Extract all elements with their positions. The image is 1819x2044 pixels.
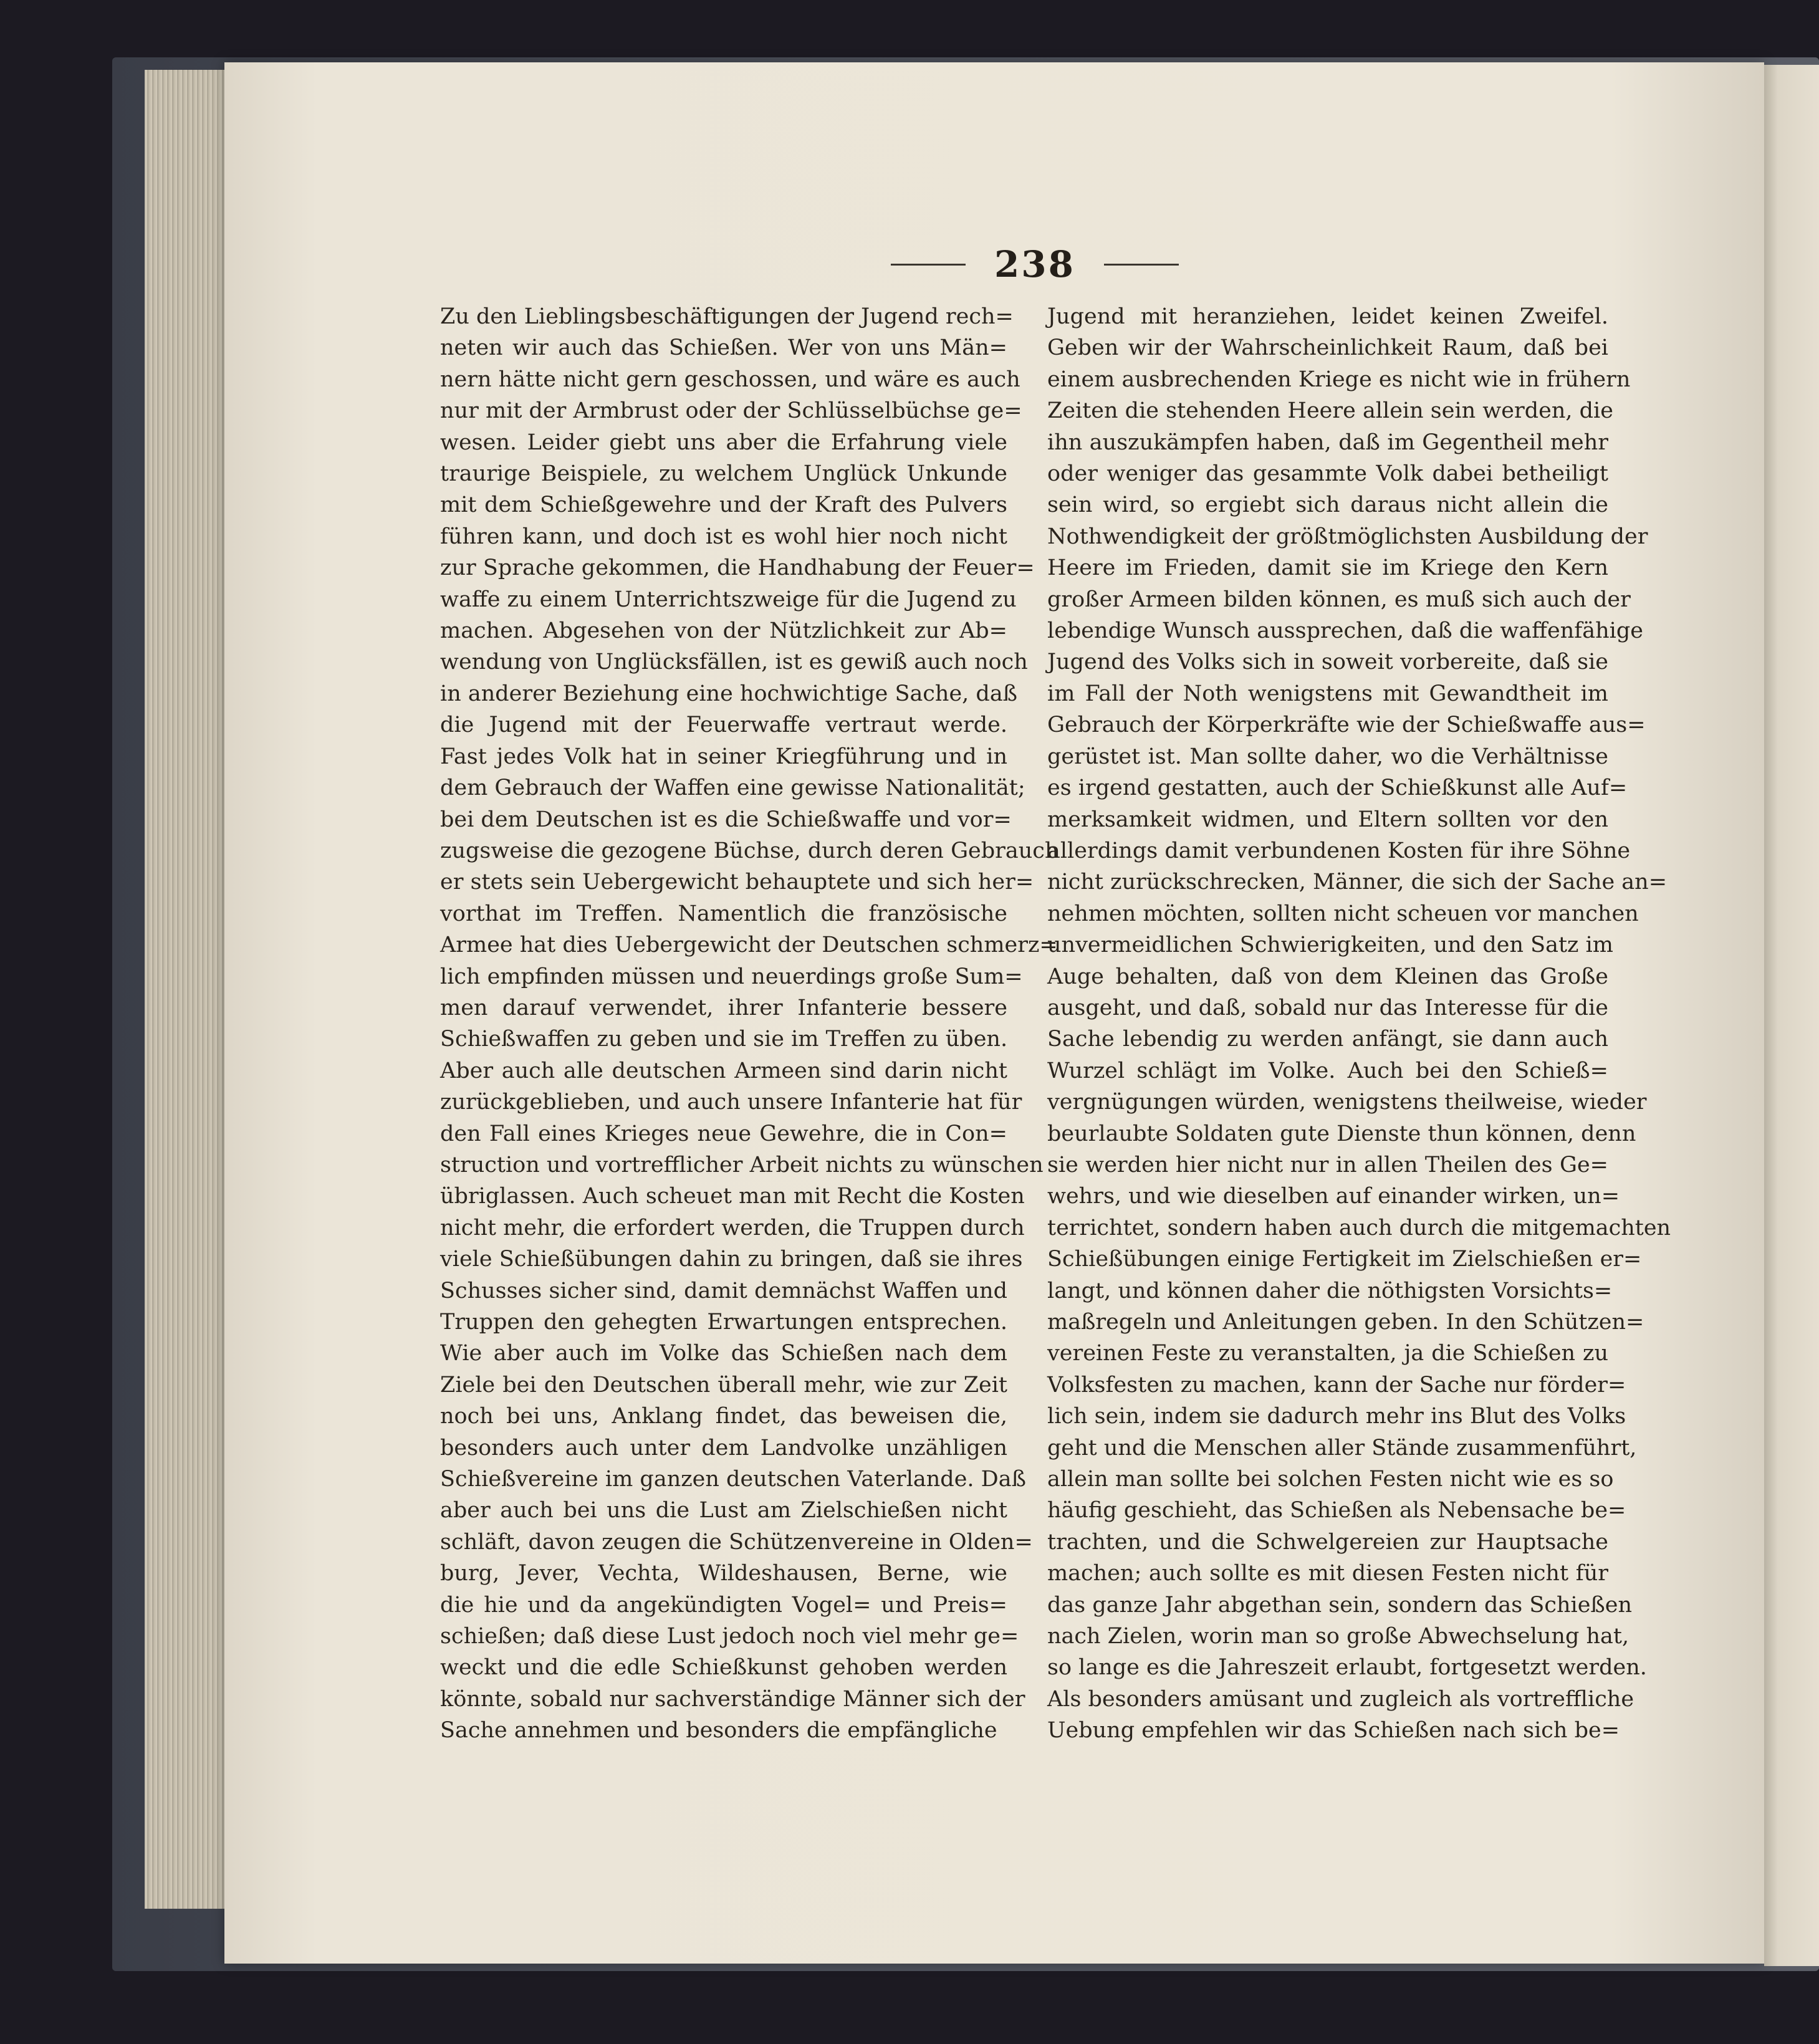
text-line: zurückgeblieben, und auch unsere Infanterie hat für xyxy=(440,1090,1022,1115)
text-line: gerüstet ist. Man sollte daher, wo die Verhältnisse xyxy=(1047,744,1608,769)
text-line: vereinen Feste zu veranstalten, ja die Schießen zu xyxy=(1047,1341,1608,1366)
text-line: sie werden hier nicht nur in allen Theilen des Ge= xyxy=(1047,1152,1608,1178)
text-line: noch bei uns, Anklang findet, das beweisen die, xyxy=(440,1404,1007,1429)
text-line: nicht zurückschrecken, Männer, die sich der Sache an= xyxy=(1047,870,1668,895)
text-line: Truppen den gehegten Erwartungen entsprechen. xyxy=(440,1310,1007,1335)
text-line: men darauf verwendet, ihrer Infanterie bessere xyxy=(440,995,1007,1020)
text-line: Armee hat dies Uebergewicht der Deutschen schmerz= xyxy=(440,933,1058,958)
left-text-column xyxy=(440,301,1059,1747)
text-line: es irgend gestatten, auch der Schießkunst alle Auf= xyxy=(1047,775,1628,801)
text-line: sein wird, so ergiebt sich daraus nicht allein die xyxy=(1047,492,1608,518)
text-line: vergnügungen würden, wenigstens theilweise, wieder xyxy=(1047,1090,1647,1115)
text-line: nach Zielen, worin man so große Abwechselung hat, xyxy=(1047,1624,1629,1649)
text-line: lebendige Wunsch aussprechen, daß die waffenfähige xyxy=(1047,618,1643,644)
text-line: machen. Abgesehen von der Nützlichkeit zur Ab= xyxy=(440,618,1007,644)
text-line: Geben wir der Wahrscheinlichkeit Raum, daß bei xyxy=(1047,335,1608,361)
text-line: Sache lebendig zu werden anfängt, sie dann auch xyxy=(1047,1027,1608,1052)
text-line: neten wir auch das Schießen. Wer von uns Män= xyxy=(440,335,1007,361)
text-line: zur Sprache gekommen, die Handhabung der Feuer= xyxy=(440,555,1035,581)
header-rule-right xyxy=(1104,264,1179,266)
text-line: viele Schießübungen dahin zu bringen, daß sie ihres xyxy=(440,1247,1023,1272)
text-line: im Fall der Noth wenigstens mit Gewandtheit im xyxy=(1047,681,1608,706)
text-line: waffe zu einem Unterrichtszweige für die Jugend zu xyxy=(440,587,1017,612)
text-line: aber auch bei uns die Lust am Zielschießen nicht xyxy=(440,1498,1007,1523)
text-line: bei dem Deutschen ist es die Schießwaffe und vor= xyxy=(440,807,1012,832)
text-line: übriglassen. Auch scheuet man mit Recht die Kosten xyxy=(440,1184,1025,1209)
text-line: Sache annehmen und besonders die empfängliche xyxy=(440,1718,997,1744)
text-line: wehrs, und wie dieselben auf einander wirken, un= xyxy=(1047,1184,1620,1209)
text-line: einem ausbrechenden Kriege es nicht wie in frühern xyxy=(1047,367,1631,392)
text-line: Uebung empfehlen wir das Schießen nach sich be= xyxy=(1047,1718,1620,1744)
text-line: Ziele bei den Deutschen überall mehr, wie zur Zeit xyxy=(440,1372,1007,1398)
text-line: die hie und da angekündigten Vogel= und Preis= xyxy=(440,1592,1007,1618)
text-line: Nothwendigkeit der größtmöglichsten Ausbildung der xyxy=(1047,524,1648,549)
text-line: dem Gebrauch der Waffen eine gewisse Nationalität; xyxy=(440,775,1025,801)
page-number: 238 xyxy=(994,243,1076,285)
text-line: Aber auch alle deutschen Armeen sind darin nicht xyxy=(440,1058,1007,1083)
text-line: allein man sollte bei solchen Festen nicht wie es so xyxy=(1047,1467,1614,1492)
text-line: großer Armeen bilden können, es muß sich auch der xyxy=(1047,587,1631,612)
text-line: schläft, davon zeugen die Schützenvereine in Olden= xyxy=(440,1529,1033,1555)
text-line: unvermeidlichen Schwierigkeiten, und den Satz im xyxy=(1047,933,1613,958)
text-line: nur mit der Armbrust oder der Schlüsselbüchse ge= xyxy=(440,398,1022,424)
text-line: die Jugend mit der Feuerwaffe vertraut werde. xyxy=(440,713,1007,738)
text-line: Heere im Frieden, damit sie im Kriege den Kern xyxy=(1047,555,1608,581)
text-line: Jugend mit heranziehen, leidet keinen Zweifel. xyxy=(1047,304,1608,329)
text-line: in anderer Beziehung eine hochwichtige Sache, daß xyxy=(440,681,1018,706)
text-line: besonders auch unter dem Landvolke unzähligen xyxy=(440,1435,1007,1461)
text-line: Zu den Lieblingsbeschäftigungen der Jugend rech= xyxy=(440,304,1014,329)
text-line: burg, Jever, Vechta, Wildeshausen, Berne, wie xyxy=(440,1561,1007,1586)
text-line: Auge behalten, daß von dem Kleinen das Große xyxy=(1047,964,1608,989)
text-line: nern hätte nicht gern geschossen, und wäre es auch xyxy=(440,367,1020,392)
text-line: den Fall eines Krieges neue Gewehre, die in Con= xyxy=(440,1121,1007,1146)
text-line: Schusses sicher sind, damit demnächst Waffen und xyxy=(440,1278,1007,1303)
text-line: führen kann, und doch ist es wohl hier noch nicht xyxy=(440,524,1007,549)
text-line: ausgeht, und daß, sobald nur das Interesse für die xyxy=(1047,995,1608,1020)
facing-page-edge xyxy=(1764,65,1819,1966)
text-line: lich sein, indem sie dadurch mehr ins Blut des Volks xyxy=(1047,1404,1626,1429)
text-line: Fast jedes Volk hat in seiner Kriegführung und in xyxy=(440,744,1007,769)
text-line: Wie aber auch im Volke das Schießen nach dem xyxy=(440,1341,1007,1366)
text-line: beurlaubte Soldaten gute Dienste thun können, denn xyxy=(1047,1121,1636,1146)
text-line: Schießwaffen zu geben und sie im Treffen zu üben. xyxy=(440,1027,1008,1052)
text-line: wendung von Unglücksfällen, ist es gewiß auch noch xyxy=(440,650,1028,675)
text-line: Schießübungen einige Fertigkeit im Zielschießen er= xyxy=(1047,1247,1642,1272)
text-line: könnte, sobald nur sachverständige Männer sich der xyxy=(440,1686,1025,1712)
text-line: Jugend des Volks sich in soweit vorbereite, daß sie xyxy=(1047,650,1608,675)
text-line: weckt und die edle Schießkunst gehoben werden xyxy=(440,1655,1007,1681)
text-line: struction und vortrefflicher Arbeit nichts zu wünschen xyxy=(440,1152,1044,1178)
text-line: geht und die Menschen aller Stände zusammenführt, xyxy=(1047,1435,1637,1461)
text-line: zugsweise die gezogene Büchse, durch deren Gebrauch xyxy=(440,838,1059,863)
text-line: allerdings damit verbundenen Kosten für ihre Söhne xyxy=(1047,838,1631,863)
text-line: vorthat im Treffen. Namentlich die französische xyxy=(440,901,1007,926)
text-line: Schießvereine im ganzen deutschen Vaterlande. Daß xyxy=(440,1467,1026,1492)
text-line: traurige Beispiele, zu welchem Unglück Unkunde xyxy=(440,461,1007,487)
text-line: Volksfesten zu machen, kann der Sache nur förder= xyxy=(1047,1372,1626,1398)
text-line: so lange es die Jahreszeit erlaubt, fortgesetzt werden. xyxy=(1047,1655,1647,1681)
text-line: Zeiten die stehenden Heere allein sein werden, die xyxy=(1047,398,1613,424)
text-line: schießen; daß diese Lust jedoch noch viel mehr ge= xyxy=(440,1624,1019,1649)
text-line: lich empfinden müssen und neuerdings große Sum= xyxy=(440,964,1023,989)
text-line: ihn auszukämpfen haben, daß im Gegentheil mehr xyxy=(1047,429,1608,455)
text-line: oder weniger das gesammte Volk dabei betheiligt xyxy=(1047,461,1608,487)
header-rule-left xyxy=(891,264,966,266)
text-line: langt, und können daher die nöthigsten Vorsichts= xyxy=(1047,1278,1613,1303)
text-line: terrichtet, sondern haben auch durch die mitgemachten xyxy=(1047,1215,1671,1240)
text-line: Gebrauch der Körperkräfte wie der Schießwaffe aus= xyxy=(1047,713,1646,738)
text-line: nicht mehr, die erfordert werden, die Truppen durch xyxy=(440,1215,1025,1240)
text-line: er stets sein Uebergewicht behauptete und sich her= xyxy=(440,870,1034,895)
text-line: trachten, und die Schwelgereien zur Hauptsache xyxy=(1047,1529,1608,1555)
text-line: maßregeln und Anleitungen geben. In den Schützen= xyxy=(1047,1310,1644,1335)
text-line: merksamkeit widmen, und Eltern sollten vor den xyxy=(1047,807,1608,832)
text-line: wesen. Leider giebt uns aber die Erfahrung viele xyxy=(440,429,1007,455)
text-line: das ganze Jahr abgethan sein, sondern das Schießen xyxy=(1047,1592,1633,1618)
page-header xyxy=(860,242,1209,287)
text-line: Wurzel schlägt im Volke. Auch bei den Schieß= xyxy=(1047,1058,1608,1083)
text-line: häufig geschieht, das Schießen als Nebensache be= xyxy=(1047,1498,1626,1523)
text-line: mit dem Schießgewehre und der Kraft des Pulvers xyxy=(440,492,1007,518)
text-line: nehmen möchten, sollten nicht scheuen vor manchen xyxy=(1047,901,1639,926)
text-line: Als besonders amüsant und zugleich als vortreffliche xyxy=(1047,1686,1634,1712)
right-text-column xyxy=(1047,301,1671,1747)
text-line: machen; auch sollte es mit diesen Festen nicht für xyxy=(1047,1561,1608,1586)
